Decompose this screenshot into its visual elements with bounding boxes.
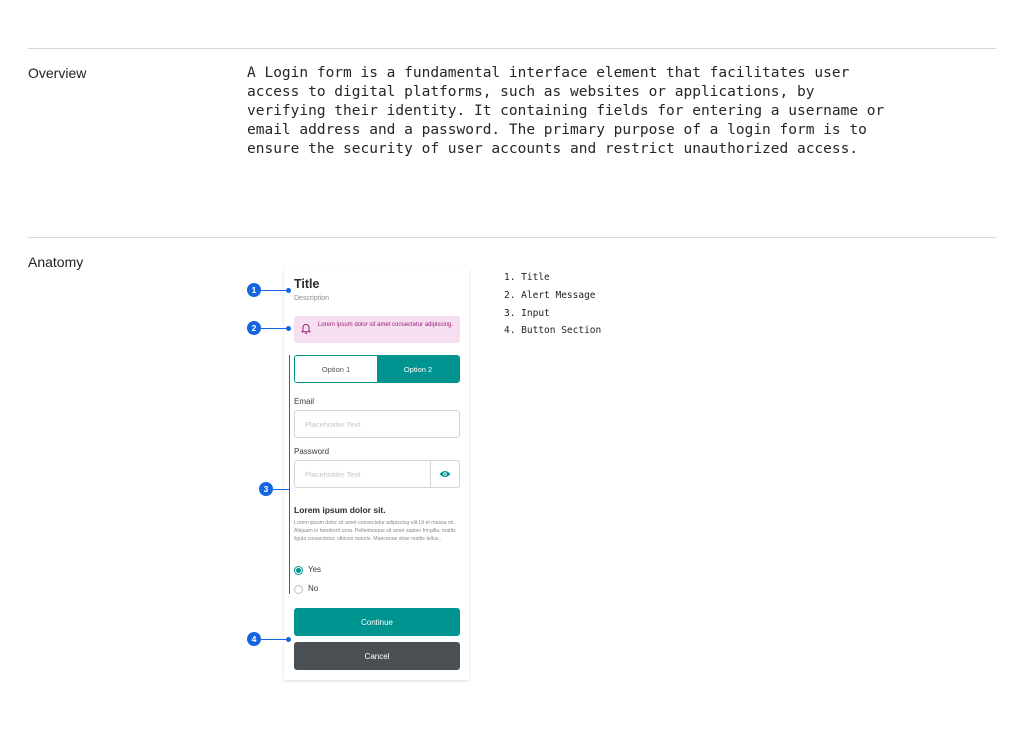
show-password-button[interactable] <box>430 461 459 487</box>
cancel-button[interactable]: Cancel <box>294 642 460 670</box>
top-divider <box>28 48 996 49</box>
radio-yes[interactable] <box>294 566 303 575</box>
password-placeholder: Placeholder Text <box>305 470 361 479</box>
marker-3: 3 <box>259 482 273 496</box>
leader-1 <box>261 290 288 291</box>
marker-2: 2 <box>247 321 261 335</box>
marker-1: 1 <box>247 283 261 297</box>
anatomy-label: Anatomy <box>28 254 84 270</box>
anatomy-divider <box>28 237 996 238</box>
leader-3 <box>273 489 289 490</box>
email-placeholder: Placeholder Text <box>305 420 361 429</box>
question-title: Lorem ipsum dolor sit. <box>294 505 386 515</box>
login-form-card <box>284 268 469 680</box>
leader-4 <box>261 639 288 640</box>
alert-message <box>294 316 460 343</box>
marker-4: 4 <box>247 632 261 646</box>
anatomy-legend <box>504 269 601 340</box>
email-label: Email <box>294 397 315 406</box>
leader-4-dot <box>286 637 291 642</box>
legend-item: 4. Button Section <box>504 325 602 337</box>
question-text: Lorem ipsum dolor sit amet consectetur adipiscing elit Ut et massa mi. Aliquam in hendrerit urna. Pellentesque sit amet sapien fringilla, mattis ligula consectetur, ultrices mauris. Maecenas vitae mattis tellus.. <box>294 520 456 543</box>
legend-item: 3. Input <box>504 307 550 319</box>
overview-label: Overview <box>28 65 87 81</box>
option-1-button[interactable]: Option 1 <box>295 356 377 382</box>
password-field[interactable] <box>294 460 460 488</box>
email-field[interactable] <box>294 410 460 438</box>
form-title: Title <box>294 277 320 291</box>
input-bracket <box>289 355 290 594</box>
leader-2-dot <box>286 326 291 331</box>
overview-text: A Login form is a fundamental interface element that facilitates user access to digital platforms, such as websites or applications, by verifying their identity. It containing fields for entering a username or email address and a password. The primary purpose of a login form is to ensure the security of user accounts and restrict unauthorized access. <box>247 65 885 157</box>
eye-icon <box>439 470 451 478</box>
alert-text: Lorem ipsum dolor sit amet consectetur adipiscing. <box>318 322 454 328</box>
radio-no[interactable] <box>294 585 303 594</box>
password-label: Password <box>294 447 330 456</box>
form-description: Description <box>294 295 330 302</box>
legend-item: 2. Alert Message <box>504 289 596 301</box>
option-2-button[interactable]: Option 2 <box>377 356 459 382</box>
leader-1-dot <box>286 288 291 293</box>
segmented-control <box>294 355 460 383</box>
legend-item: 1. Title <box>504 272 550 283</box>
radio-yes-label: Yes <box>308 565 322 574</box>
bell-icon <box>300 323 312 335</box>
radio-no-label: No <box>308 584 319 593</box>
leader-2 <box>261 328 288 329</box>
continue-button[interactable]: Continue <box>294 608 460 636</box>
